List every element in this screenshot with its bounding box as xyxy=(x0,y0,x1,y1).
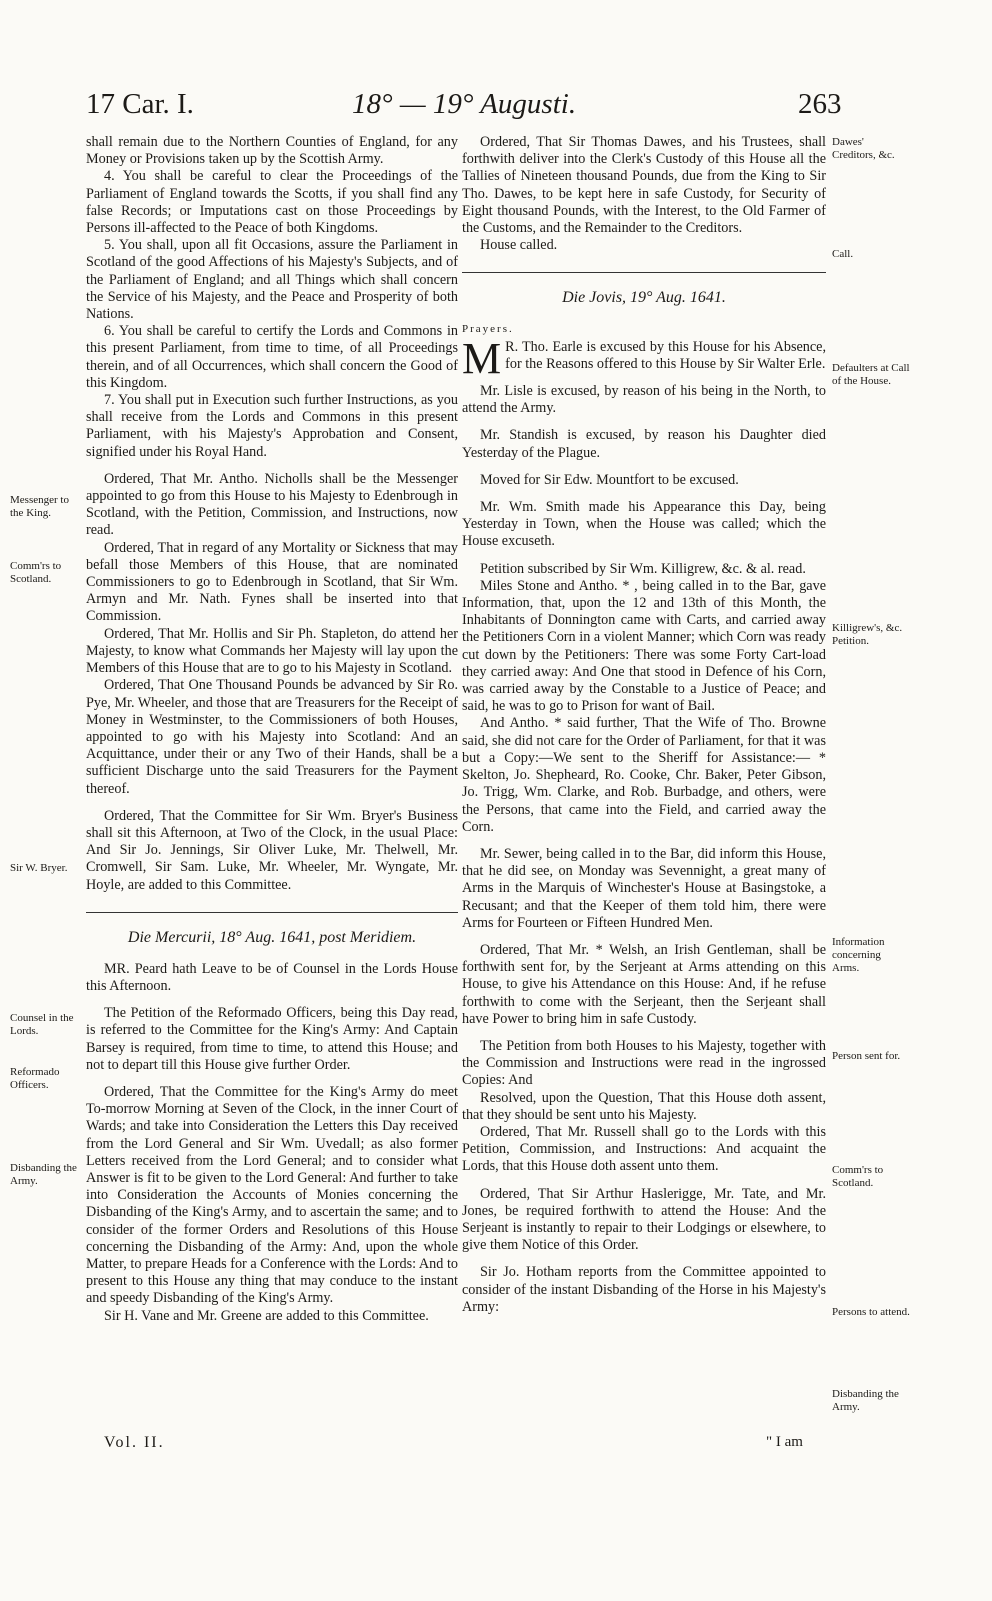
date-heading: 18° — 19° Augusti. xyxy=(352,88,577,120)
entry-hotham-report: Sir Jo. Hotham reports from the Committee appointed to consider of the instant Disbanding of the Horse in his Majesty's Army: xyxy=(462,1264,826,1315)
page-header xyxy=(0,88,992,130)
paragraph: shall remain due to the Northern Counties of England, for any Money or Provisions taken up by the Scottish Army. xyxy=(86,134,458,168)
margin-note: Disbanding the Army. xyxy=(832,1388,899,1413)
left-column xyxy=(86,134,458,1325)
entry-reformado: The Petition of the Reformado Officers, being this Day read, is referred to the Committee for the King's Army: And Captain Barsey is required, from time to time, to attend this House; and not to depart till this House give further Order. xyxy=(86,1005,458,1073)
entry-mountfort: Moved for Sir Edw. Mountfort to be excused. xyxy=(480,471,739,488)
margin-note: Reformado Officers. xyxy=(10,1066,60,1091)
right-column xyxy=(462,134,826,1316)
prayers-heading: Prayers. xyxy=(462,323,514,336)
order-dawes: Ordered, That Sir Thomas Dawes, and his Trustees, shall forthwith deliver into the Clerk's Custody of this House all the Tallies of Nineteen thousand Pounds, due from the King to Sir Tho. Dawes, to be kept here in safe Custody, for Security of Eight thousand Pounds, with the Interest, to the Old Farmer of the Customs, and the Remainder to the Creditors. xyxy=(462,134,826,237)
entry-petition-read: The Petition from both Houses to his Majesty, together with the Commission and Instructions were read in the ingrossed Copies: And xyxy=(462,1037,826,1089)
entry-antho-further: And Antho. * said further, That the Wife of Tho. Browne said, she did not care for the Order of Parliament, for that it was but a Copy:—We sent to the Sheriff for Assistance:— * Skelton, Jo. Shepheard, Ro. Cooke, Chr. Baker, Peter Gibson, Jo. Trigg, Wm. Clarke, and Rob. Burbadge, and others, were the Persons, that came into the Field, and carried away the Corn. xyxy=(462,715,826,835)
margin-note: Defaulters at Call of the House. xyxy=(832,362,910,387)
margin-note: Call. xyxy=(832,248,854,260)
section-rule xyxy=(86,912,458,913)
entry-sewer-arms: Mr. Sewer, being called in to the Bar, did inform this House, that he did see, on Monday was Sevennight, a great many of Arms in the Marquis of Winchester's House at Basingstoke, a Recusant; and that the Keeper of them told him, there were Arms for Fourteen or Fifteen Hundred Men. xyxy=(462,845,826,931)
order-kings-army: Ordered, That the Committee for the King's Army do meet To-morrow Morning at Seven of the Clock, in the inner Court of Wards; and take into Consideration the Letters this Day received from the Lord General and Sir Wm. Uvedall; as also former Letters received from the Lord General; and to consider what Answer is fit to be given to the Lord General: And further to take into Consideration the Accounts of Monies concerning the Disbanding of the King's Army, and to ascertain the same; and to consider of the former Orders and Resolutions of this House concerning the Disbanding of the Army: And, upon the whole Matter, to prepare Heads for a Conference with the Lords: And to present to this House any thing that may conduce to the instant and speedy Disbanding of the King's Army. xyxy=(86,1083,458,1307)
order-russell: Ordered, That Mr. Russell shall go to the Lords with this Petition, Commission, and Instructions: And acquaint the Lords, that this House doth assent unto them. xyxy=(462,1123,826,1175)
margin-note: Messenger to the King. xyxy=(10,494,69,519)
entry-lisle: Mr. Lisle is excused, by reason of his being in the North, to attend the Army. xyxy=(462,383,826,417)
page-number: 263 xyxy=(798,88,842,120)
margin-note: Comm'rs to Scotland. xyxy=(10,560,62,585)
entry-smith: Mr. Wm. Smith made his Appearance this Day, being Yesterday in Town, when the House was called; which the House excuseth. xyxy=(462,499,826,550)
instruction-5: 5. You shall, upon all fit Occasions, assure the Parliament in Scotland of the good Affections of his Majesty's Subjects, and of the Parliament of England; and all Things which shall concern the Service of his Majesty, and the Peace and Prosperity of both Nations. xyxy=(86,237,458,323)
section-rule xyxy=(462,272,826,273)
order-messenger: Ordered, That Mr. Antho. Nicholls shall be the Messenger appointed to go from this House to his Majesty to Edenbrough in Scotland, with the Petition, Commission, and Instructions, now read. xyxy=(86,470,458,539)
margin-note: Counsel in the Lords. xyxy=(10,1012,74,1037)
margin-note: Information concerning Arms. xyxy=(832,936,885,974)
instruction-6: 6. You shall be careful to certify the Lords and Commons in this present Parliament, from time to time, of all Proceedings therein, and of all Occurrences, which shall concern the Good of this Kingdom. xyxy=(86,323,458,391)
entry-standish: Mr. Standish is excused, by reason his Daughter died Yesterday of the Plague. xyxy=(462,427,826,461)
entry-peard: MR. Peard hath Leave to be of Counsel in the Lords House this Afternoon. xyxy=(86,960,458,994)
instruction-7: 7. You shall put in Execution such further Instructions, as you shall receive from the Lords and Commons in this present Parliament, with his Majesty's Approbation and Consent, signified under his Royal Hand. xyxy=(86,392,458,460)
order-commission: Ordered, That in regard of any Mortality or Sickness that may befall those Members of this House, that are nominated Commissioners to go to Edenbrough in Scotland, that Sir Wm. Armyn and Mr. Nath. Fynes shall be inserted into that Commission. xyxy=(86,539,458,625)
entry-house-called: House called. xyxy=(480,237,558,254)
margin-note: Persons to attend. xyxy=(832,1306,910,1318)
margin-note: Dawes' Creditors, &c. xyxy=(832,136,895,161)
margin-note: Comm'rs to Scotland. xyxy=(832,1164,884,1189)
order-haslerigge: Ordered, That Sir Arthur Haslerigge, Mr. Tate, and Mr. Jones, be required forthwith to attend the House: And the Serjeant is instantly to repair to their Lodgings or elsewhere, to give them Notice of this Order. xyxy=(462,1185,826,1254)
entry-stone-information: Miles Stone and Antho. * , being called in to the Bar, gave Information, that, upon the 12 and 13th of this Month, the Inhabitants of Donnington came with Carts, and carried away the Petitioners Corn in a violent Manner; which Corn was ready cut down by the Petitioners: There was some Forty Cart-load they carried away: And One that stood in Defence of his Corn, was carried away by the Constable to a Justice of Peace; and said, he was to go to Prison for want of Bail. xyxy=(462,577,826,715)
volume-signature: Vol. II. xyxy=(104,1434,165,1451)
entry-resolved: Resolved, upon the Question, That this House doth assent, that they should be sent unto his Majesty. xyxy=(462,1089,826,1123)
entry-earle: M R. Tho. Earle is excused by this House for his Absence, for the Reasons offered to this House by Sir Walter Erle. xyxy=(462,333,826,383)
margin-note: Person sent for. xyxy=(832,1050,901,1062)
entry-vane-greene: Sir H. Vane and Mr. Greene are added to this Committee. xyxy=(104,1307,429,1324)
session-heading-jovis: Die Jovis, 19° Aug. 1641. xyxy=(562,289,726,307)
order-bryer-committee: Ordered, That the Committee for Sir Wm. Bryer's Business shall sit this Afternoon, at Two of the Clock, in the usual Place: And Sir Jo. Jennings, Sir Oliver Luke, Mr. Thelwell, Mr. Cromwell, Sir Sam. Luke, Mr. Wheeler, Mr. Wyngate, Mr. Hoyle, are added to this Committee. xyxy=(86,807,458,893)
entry-killigrew-petition: Petition subscribed by Sir Wm. Killigrew, &c. & al. read. xyxy=(480,560,806,577)
instruction-4: 4. You shall be careful to clear the Proceedings of the Parliament of England towards the Scotts, if you shall find any false Records; or Imputations cast on those Proceedings by Persons ill-affected to the Peace of both Kingdoms. xyxy=(86,168,458,237)
catchword: " I am xyxy=(766,1434,803,1450)
order-welsh: Ordered, That Mr. * Welsh, an Irish Gentleman, shall be forthwith sent for, by the Serjeant at Arms attending on this House, to give his Attendance on this House: And, if he refuse forthwith to come with the Serjeant, then the Serjeant shall have Power to bring him in safe Custody. xyxy=(462,941,826,1027)
order-thousand-pounds: Ordered, That One Thousand Pounds be advanced by Sir Ro. Pye, Mr. Wheeler, and those that are Treasurers for the Receipt of Money in Westminster, to the Commissioners of both Houses, appointed to go with his Majesty into Scotland: And an Acquittance, under their or any Two of their Hands, shall be a sufficient Discharge unto the said Treasurers for the Payment thereof. xyxy=(86,677,458,797)
margin-note: Killigrew's, &c. Petition. xyxy=(832,622,903,647)
session-heading-mercurii: Die Mercurii, 18° Aug. 1641, post Meridiem. xyxy=(127,928,417,946)
order-attend-majesty: Ordered, That Mr. Hollis and Sir Ph. Stapleton, do attend her Majesty, to know what Commands her Majesty will lay upon the Members of this House that are to go to his Majesty in Scotland. xyxy=(86,625,458,677)
regnal-year: 17 Car. I. xyxy=(86,88,194,120)
margin-note: Disbanding the Army. xyxy=(10,1162,77,1187)
drop-cap: M xyxy=(462,333,502,383)
margin-note: Sir W. Bryer. xyxy=(10,862,68,874)
